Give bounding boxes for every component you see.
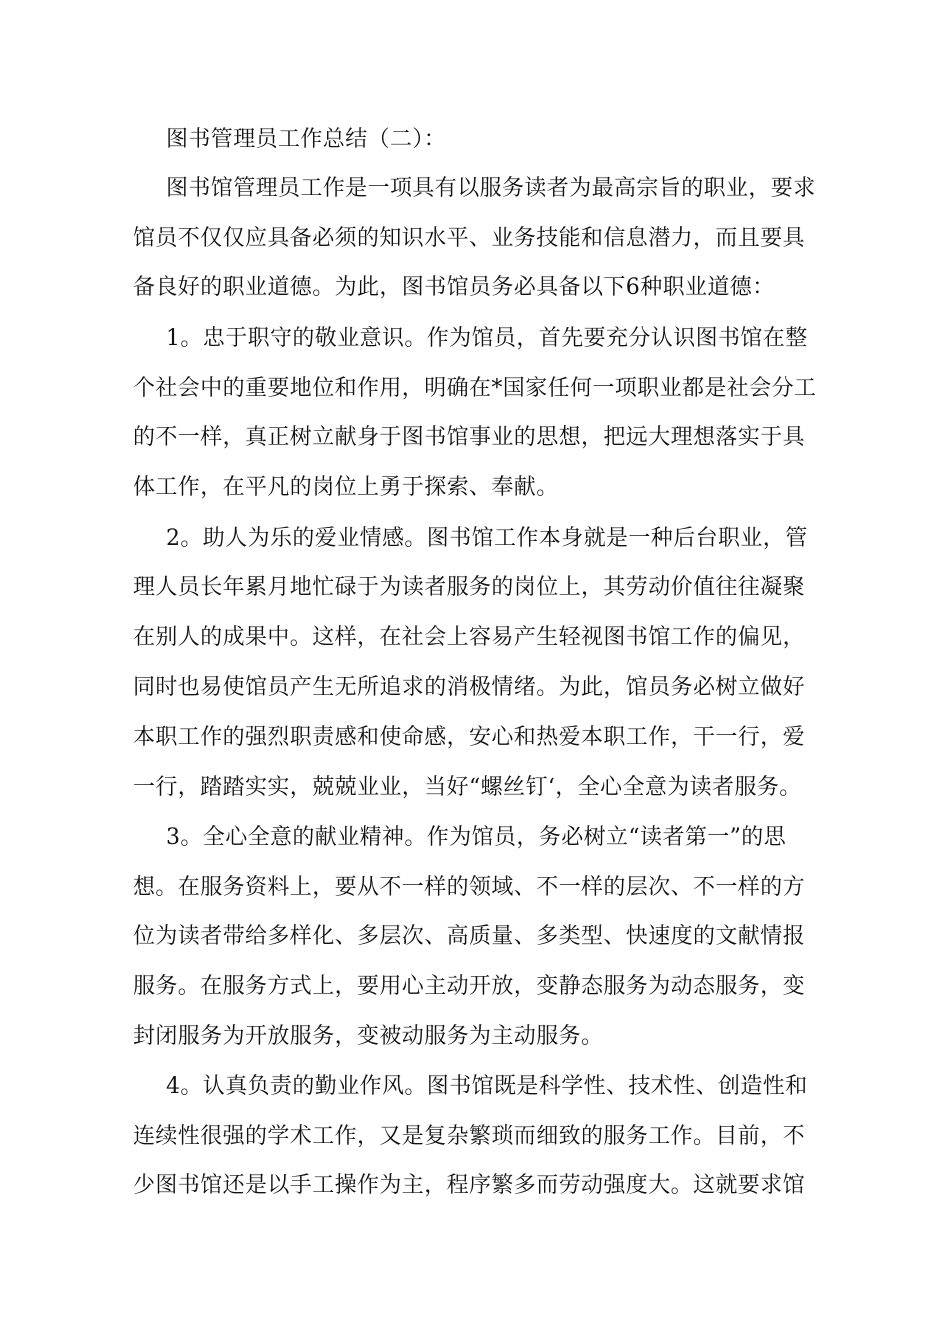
paragraph-line: 4。认真负责的勤业作风。图书馆既是科学性、技术性、创造性和: [166, 1074, 808, 1099]
paragraph-line: 备良好的职业道德。为此，图书馆员务必具备以下6种职业道德：: [133, 275, 775, 300]
paragraph-line: 个社会中的重要地位和作用，明确在*国家任何一项职业都是社会分工: [133, 376, 817, 401]
paragraph-line: 封闭服务为开放服务，变被动服务为主动服务。: [133, 1024, 604, 1049]
document-title: 图书管理员工作总结（二）：: [166, 127, 447, 152]
paragraph-line: 图书馆管理员工作是一项具有以服务读者为最高宗旨的职业，要求: [166, 176, 816, 201]
paragraph-line: 2。助人为乐的爱业情感。图书馆工作本身就是一种后台职业，管: [166, 526, 808, 551]
paragraph-line: 连续性很强的学术工作，又是复杂繁琐而细致的服务工作。目前，不: [133, 1124, 806, 1149]
paragraph-line: 想。在服务资料上，要从不一样的领域、不一样的层次、不一样的方: [133, 875, 806, 900]
paragraph-line: 3。全心全意的献业精神。作为馆员，务必树立“读者第一”的思: [166, 825, 787, 850]
paragraph-line: 本职工作的强烈职责感和使命感，安心和热爱本职工作，干一行，爱: [133, 725, 806, 750]
paragraph-line: 馆员不仅仅应具备必须的知识水平、业务技能和信息潜力，而且要具: [133, 226, 806, 251]
paragraph-line: 体工作，在平凡的岗位上勇于探索、奉献。: [133, 475, 559, 500]
paragraph-line: 1。忠于职守的敬业意识。作为馆员，首先要充分认识图书馆在整: [166, 326, 808, 351]
paragraph-line: 同时也易使馆员产生无所追求的消极情绪。为此，馆员务必树立做好: [133, 675, 806, 700]
paragraph-line: 服务。在服务方式上，要用心主动开放，变静态服务为动态服务，变: [133, 974, 806, 999]
paragraph-line: 少图书馆还是以手工操作为主，程序繁多而劳动强度大。这就要求馆: [133, 1173, 806, 1198]
paragraph-line: 位为读者带给多样化、多层次、高质量、多类型、快速度的文献情报: [133, 924, 806, 949]
paragraph-line: 在别人的成果中。这样，在社会上容易产生轻视图书馆工作的偏见，: [133, 625, 806, 650]
paragraph-line: 理人员长年累月地忙碌于为读者服务的岗位上，其劳动价值往往凝聚: [133, 575, 806, 600]
paragraph-line: 的不一样，真正树立献身于图书馆事业的思想，把远大理想落实于具: [133, 425, 806, 450]
paragraph-line: 一行，踏踏实实，兢兢业业，当好“螺丝钉‘，全心全意为读者服务。: [133, 775, 802, 800]
